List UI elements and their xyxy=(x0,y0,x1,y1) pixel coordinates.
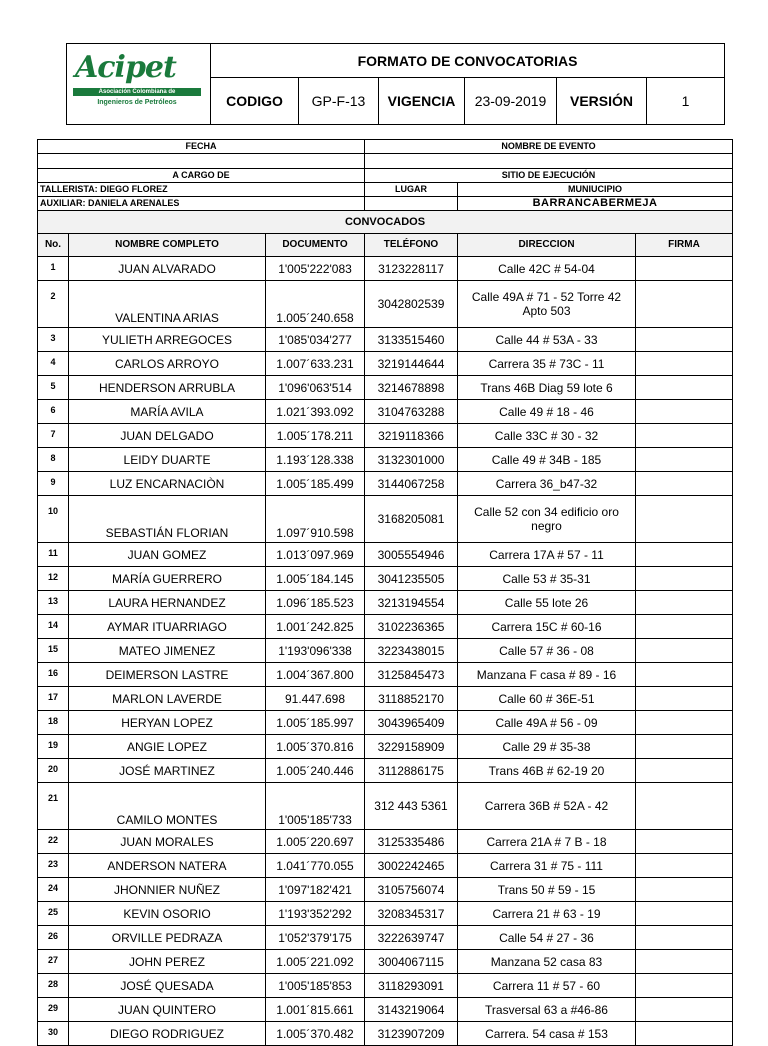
row-documento: 1'005'185'853 xyxy=(266,974,365,998)
row-nombre: JOSÉ QUESADA xyxy=(69,974,266,998)
row-number: 25 xyxy=(38,902,69,926)
row-direccion: Carrera 15C # 60-16 xyxy=(458,615,636,639)
row-nombre: LUZ ENCARNACIÒN xyxy=(69,472,266,496)
row-firma[interactable] xyxy=(636,759,733,783)
convocatoria-table xyxy=(37,139,733,1046)
row-nombre: JUAN ALVARADO xyxy=(69,257,266,281)
table-row xyxy=(38,830,733,854)
row-nombre: YULIETH ARREGOCES xyxy=(69,328,266,352)
row-documento: 1'005'222'083 xyxy=(266,257,365,281)
row-documento: 1.005´185.499 xyxy=(266,472,365,496)
row-telefono: 3229158909 xyxy=(365,735,458,759)
row-nombre: JHONNIER NUÑEZ xyxy=(69,878,266,902)
col-documento: DOCUMENTO xyxy=(266,234,365,257)
row-nombre: MARLON LAVERDE xyxy=(69,687,266,711)
row-nombre: JUAN GOMEZ xyxy=(69,543,266,567)
row-firma[interactable] xyxy=(636,543,733,567)
row-direccion: Carrera 36B # 52A - 42 xyxy=(458,783,636,830)
acipet-logo xyxy=(67,44,210,124)
row-documento: 1'193'096'338 xyxy=(266,639,365,663)
convocados-label: CONVOCADOS xyxy=(38,211,733,234)
row-telefono: 3118852170 xyxy=(365,687,458,711)
row-number: 19 xyxy=(38,735,69,759)
table-row xyxy=(38,376,733,400)
row-number: 4 xyxy=(38,352,69,376)
row-firma[interactable] xyxy=(636,783,733,830)
row-nombre: HERYAN LOPEZ xyxy=(69,711,266,735)
row-number: 18 xyxy=(38,711,69,735)
row-documento: 1.096´185.523 xyxy=(266,591,365,615)
row-telefono: 3213194554 xyxy=(365,591,458,615)
row-nombre: ORVILLE PEDRAZA xyxy=(69,926,266,950)
sitio-label: SITIO DE EJECUCIÓN xyxy=(365,169,733,183)
row-direccion: Calle 53 # 35-31 xyxy=(458,567,636,591)
row-documento: 1.013´097.969 xyxy=(266,543,365,567)
row-number: 21 xyxy=(38,783,69,830)
row-number: 8 xyxy=(38,448,69,472)
row-documento: 1'096'063'514 xyxy=(266,376,365,400)
row-telefono: 3219118366 xyxy=(365,424,458,448)
row-number: 11 xyxy=(38,543,69,567)
document-title: FORMATO DE CONVOCATORIAS xyxy=(211,44,725,78)
row-direccion: Calle 44 # 53A - 33 xyxy=(458,328,636,352)
row-number: 7 xyxy=(38,424,69,448)
table-row xyxy=(38,1022,733,1046)
row-firma[interactable] xyxy=(636,496,733,543)
row-telefono: 3222639747 xyxy=(365,926,458,950)
row-telefono: 3123907209 xyxy=(365,1022,458,1046)
row-telefono: 3043965409 xyxy=(365,711,458,735)
row-direccion: Calle 57 # 36 - 08 xyxy=(458,639,636,663)
row-telefono: 3104763288 xyxy=(365,400,458,424)
row-firma[interactable] xyxy=(636,926,733,950)
row-nombre: CAMILO MONTES xyxy=(69,783,266,830)
municipio-value: BARRANCABERMEJA xyxy=(458,197,733,211)
row-telefono: 3125845473 xyxy=(365,663,458,687)
row-direccion: Calle 49 # 18 - 46 xyxy=(458,400,636,424)
row-number: 14 xyxy=(38,615,69,639)
table-row xyxy=(38,424,733,448)
row-documento: 1.097´910.598 xyxy=(266,496,365,543)
row-firma[interactable] xyxy=(636,687,733,711)
table-row xyxy=(38,257,733,281)
row-firma[interactable] xyxy=(636,424,733,448)
row-documento: 1.004´367.800 xyxy=(266,663,365,687)
table-row xyxy=(38,902,733,926)
table-row xyxy=(38,926,733,950)
row-documento: 1.001´815.661 xyxy=(266,998,365,1022)
table-row xyxy=(38,543,733,567)
row-telefono: 3214678898 xyxy=(365,376,458,400)
row-direccion: Carrera 31 # 75 - 111 xyxy=(458,854,636,878)
row-number: 5 xyxy=(38,376,69,400)
row-firma[interactable] xyxy=(636,615,733,639)
row-firma[interactable] xyxy=(636,1022,733,1046)
row-firma[interactable] xyxy=(636,854,733,878)
row-nombre: HENDERSON ARRUBLA xyxy=(69,376,266,400)
row-number: 22 xyxy=(38,830,69,854)
row-telefono: 3133515460 xyxy=(365,328,458,352)
table-row xyxy=(38,735,733,759)
row-number: 3 xyxy=(38,328,69,352)
row-telefono: 3208345317 xyxy=(365,902,458,926)
row-documento: 1'085'034'277 xyxy=(266,328,365,352)
col-no: No. xyxy=(38,234,69,257)
evento-value[interactable] xyxy=(365,154,733,169)
row-number: 29 xyxy=(38,998,69,1022)
table-row xyxy=(38,974,733,998)
row-documento: 1.021´393.092 xyxy=(266,400,365,424)
row-nombre: KEVIN OSORIO xyxy=(69,902,266,926)
table-row xyxy=(38,400,733,424)
row-nombre: ANDERSON NATERA xyxy=(69,854,266,878)
row-documento: 1.005´185.997 xyxy=(266,711,365,735)
row-firma[interactable] xyxy=(636,974,733,998)
row-nombre: SEBASTIÁN FLORIAN xyxy=(69,496,266,543)
version-value: 1 xyxy=(647,78,725,125)
row-number: 23 xyxy=(38,854,69,878)
row-nombre: CARLOS ARROYO xyxy=(69,352,266,376)
row-documento: 1'005'185'733 xyxy=(266,783,365,830)
lugar-value[interactable] xyxy=(365,197,458,211)
row-direccion: Calle 49 # 34B - 185 xyxy=(458,448,636,472)
row-documento: 1.005´184.145 xyxy=(266,567,365,591)
row-telefono: 3041235505 xyxy=(365,567,458,591)
row-number: 15 xyxy=(38,639,69,663)
row-direccion: Carrera 35 # 73C - 11 xyxy=(458,352,636,376)
row-documento: 1.193´128.338 xyxy=(266,448,365,472)
row-direccion: Calle 42C # 54-04 xyxy=(458,257,636,281)
table-row xyxy=(38,639,733,663)
row-direccion: Calle 29 # 35-38 xyxy=(458,735,636,759)
row-nombre: MARÍA AVILA xyxy=(69,400,266,424)
row-telefono: 3132301000 xyxy=(365,448,458,472)
row-direccion: Calle 49A # 56 - 09 xyxy=(458,711,636,735)
row-nombre: JUAN MORALES xyxy=(69,830,266,854)
row-firma[interactable] xyxy=(636,663,733,687)
col-telefono: TELÉFONO xyxy=(365,234,458,257)
row-direccion: Trans 50 # 59 - 15 xyxy=(458,878,636,902)
table-row xyxy=(38,328,733,352)
row-telefono: 3102236365 xyxy=(365,615,458,639)
table-row xyxy=(38,783,733,830)
row-direccion: Calle 60 # 36E-51 xyxy=(458,687,636,711)
row-number: 17 xyxy=(38,687,69,711)
row-telefono: 3125335486 xyxy=(365,830,458,854)
table-row xyxy=(38,496,733,543)
row-firma[interactable] xyxy=(636,448,733,472)
row-documento: 1.005´220.697 xyxy=(266,830,365,854)
row-direccion: Calle 49A # 71 - 52 Torre 42 Apto 503 xyxy=(458,281,636,328)
row-nombre: LAURA HERNANDEZ xyxy=(69,591,266,615)
row-telefono: 3123228117 xyxy=(365,257,458,281)
lugar-label: LUGAR xyxy=(365,183,458,197)
row-nombre: LEIDY DUARTE xyxy=(69,448,266,472)
row-documento: 1.041´770.055 xyxy=(266,854,365,878)
row-direccion: Calle 33C # 30 - 32 xyxy=(458,424,636,448)
row-telefono: 3168205081 xyxy=(365,496,458,543)
codigo-label: CODIGO xyxy=(211,78,299,125)
row-telefono: 3144067258 xyxy=(365,472,458,496)
logo-subtitle: Asociación Colombiana de xyxy=(73,88,201,96)
logo-cell xyxy=(67,44,211,125)
row-number: 2 xyxy=(38,281,69,328)
row-nombre: ANGIE LOPEZ xyxy=(69,735,266,759)
row-direccion: Manzana 52 casa 83 xyxy=(458,950,636,974)
row-firma[interactable] xyxy=(636,902,733,926)
row-documento: 1'193'352'292 xyxy=(266,902,365,926)
row-firma[interactable] xyxy=(636,257,733,281)
version-label: VERSIÓN xyxy=(557,78,647,125)
row-nombre: JOHN PEREZ xyxy=(69,950,266,974)
row-telefono: 3002242465 xyxy=(365,854,458,878)
row-telefono: 3112886175 xyxy=(365,759,458,783)
row-direccion: Calle 54 # 27 - 36 xyxy=(458,926,636,950)
row-firma[interactable] xyxy=(636,950,733,974)
row-firma[interactable] xyxy=(636,998,733,1022)
row-number: 13 xyxy=(38,591,69,615)
row-direccion: Carrera 21A # 7 B - 18 xyxy=(458,830,636,854)
row-documento: 91.447.698 xyxy=(266,687,365,711)
fecha-label: FECHA xyxy=(38,140,365,154)
auxiliar: AUXILIAR: DANIELA ARENALES xyxy=(38,197,365,211)
table-row xyxy=(38,687,733,711)
row-documento: 1.005´221.092 xyxy=(266,950,365,974)
row-documento: 1'052'379'175 xyxy=(266,926,365,950)
row-number: 16 xyxy=(38,663,69,687)
row-direccion: Trasversal 63 a #46-86 xyxy=(458,998,636,1022)
logo-text: Acipet xyxy=(75,50,176,85)
row-firma[interactable] xyxy=(636,591,733,615)
row-nombre: JUAN QUINTERO xyxy=(69,998,266,1022)
row-number: 12 xyxy=(38,567,69,591)
row-firma[interactable] xyxy=(636,472,733,496)
col-direccion: DIRECCION xyxy=(458,234,636,257)
vigencia-label: VIGENCIA xyxy=(379,78,465,125)
row-firma[interactable] xyxy=(636,830,733,854)
row-telefono: 3223438015 xyxy=(365,639,458,663)
row-telefono: 3005554946 xyxy=(365,543,458,567)
row-documento: 1'097'182'421 xyxy=(266,878,365,902)
row-nombre: DEIMERSON LASTRE xyxy=(69,663,266,687)
row-number: 28 xyxy=(38,974,69,998)
table-row xyxy=(38,854,733,878)
row-telefono: 3042802539 xyxy=(365,281,458,328)
row-number: 30 xyxy=(38,1022,69,1046)
row-direccion: Manzana F casa # 89 - 16 xyxy=(458,663,636,687)
codigo-value: GP-F-13 xyxy=(299,78,379,125)
table-row xyxy=(38,759,733,783)
row-number: 20 xyxy=(38,759,69,783)
table-row xyxy=(38,472,733,496)
table-row xyxy=(38,448,733,472)
table-row xyxy=(38,950,733,974)
table-row xyxy=(38,998,733,1022)
tallerista: TALLERISTA: DIEGO FLOREZ xyxy=(38,183,365,197)
row-number: 1 xyxy=(38,257,69,281)
row-firma[interactable] xyxy=(636,735,733,759)
row-number: 24 xyxy=(38,878,69,902)
row-nombre: DIEGO RODRIGUEZ xyxy=(69,1022,266,1046)
row-nombre: VALENTINA ARIAS xyxy=(69,281,266,328)
row-number: 27 xyxy=(38,950,69,974)
document-header xyxy=(66,43,725,125)
row-nombre: JOSÉ MARTINEZ xyxy=(69,759,266,783)
logo-subtitle-2: Ingenieros de Petróleos xyxy=(97,99,177,106)
table-row xyxy=(38,878,733,902)
row-number: 26 xyxy=(38,926,69,950)
table-row xyxy=(38,591,733,615)
row-direccion: Calle 52 con 34 edificio oro negro xyxy=(458,496,636,543)
table-row xyxy=(38,567,733,591)
row-telefono: 3004067115 xyxy=(365,950,458,974)
row-direccion: Trans 46B Diag 59 lote 6 xyxy=(458,376,636,400)
row-nombre: JUAN DELGADO xyxy=(69,424,266,448)
row-documento: 1.007´633.231 xyxy=(266,352,365,376)
row-firma[interactable] xyxy=(636,639,733,663)
row-direccion: Carrera. 54 casa # 153 xyxy=(458,1022,636,1046)
table-row xyxy=(38,281,733,328)
municipio-label: MUNIUCIPIO xyxy=(458,183,733,197)
col-nombre: NOMBRE COMPLETO xyxy=(69,234,266,257)
table-row xyxy=(38,352,733,376)
cargo-label: A CARGO DE xyxy=(38,169,365,183)
row-telefono: 312 443 5361 xyxy=(365,783,458,830)
row-firma[interactable] xyxy=(636,400,733,424)
table-row xyxy=(38,615,733,639)
row-direccion: Carrera 36_b47-32 xyxy=(458,472,636,496)
evento-label: NOMBRE DE EVENTO xyxy=(365,140,733,154)
row-direccion: Calle 55 lote 26 xyxy=(458,591,636,615)
row-nombre: MATEO JIMENEZ xyxy=(69,639,266,663)
row-direccion: Carrera 17A # 57 - 11 xyxy=(458,543,636,567)
row-documento: 1.005´370.482 xyxy=(266,1022,365,1046)
row-nombre: MARÍA GUERRERO xyxy=(69,567,266,591)
row-firma[interactable] xyxy=(636,878,733,902)
row-firma[interactable] xyxy=(636,376,733,400)
row-direccion: Carrera 21 # 63 - 19 xyxy=(458,902,636,926)
row-telefono: 3105756074 xyxy=(365,878,458,902)
row-direccion: Carrera 11 # 57 - 60 xyxy=(458,974,636,998)
row-telefono: 3143219064 xyxy=(365,998,458,1022)
row-documento: 1.001´242.825 xyxy=(266,615,365,639)
table-row xyxy=(38,711,733,735)
row-documento: 1.005´370.816 xyxy=(266,735,365,759)
row-firma[interactable] xyxy=(636,328,733,352)
row-documento: 1.005´240.658 xyxy=(266,281,365,328)
row-firma[interactable] xyxy=(636,352,733,376)
row-firma[interactable] xyxy=(636,711,733,735)
table-row xyxy=(38,663,733,687)
row-number: 10 xyxy=(38,496,69,543)
row-telefono: 3219144644 xyxy=(365,352,458,376)
column-headers xyxy=(38,234,733,257)
row-documento: 1.005´178.211 xyxy=(266,424,365,448)
row-nombre: AYMAR ITUARRIAGO xyxy=(69,615,266,639)
row-firma[interactable] xyxy=(636,567,733,591)
row-documento: 1.005´240.446 xyxy=(266,759,365,783)
vigencia-value: 23-09-2019 xyxy=(465,78,557,125)
row-firma[interactable] xyxy=(636,281,733,328)
row-telefono: 3118293091 xyxy=(365,974,458,998)
row-number: 6 xyxy=(38,400,69,424)
col-firma: FIRMA xyxy=(636,234,733,257)
row-direccion: Trans 46B # 62-19 20 xyxy=(458,759,636,783)
row-number: 9 xyxy=(38,472,69,496)
fecha-value[interactable] xyxy=(38,154,365,169)
